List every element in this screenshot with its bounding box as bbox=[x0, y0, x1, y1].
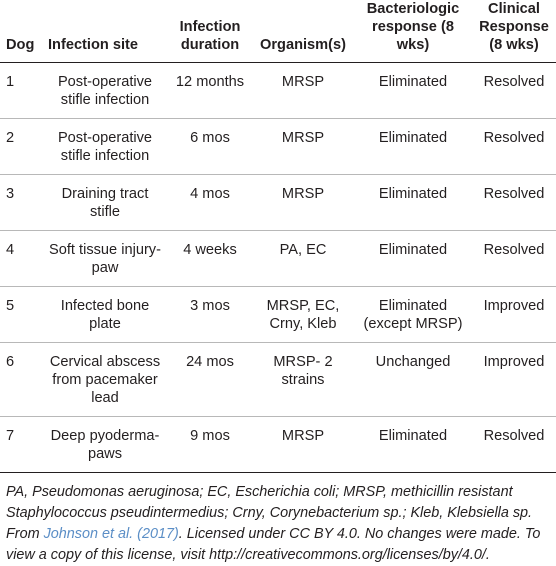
table-row bbox=[0, 231, 556, 287]
header-row bbox=[0, 0, 556, 63]
cell-infection-duration: 4 mos bbox=[168, 175, 252, 231]
cell-dog: 6 bbox=[0, 343, 42, 417]
footnote-source-prefix: From bbox=[6, 526, 44, 542]
cell-dog: 4 bbox=[0, 231, 42, 287]
table-row bbox=[0, 175, 556, 231]
cell-infection-site: Post-operative stifle infection bbox=[42, 63, 168, 119]
cell-bacteriologic-response: Eliminated bbox=[354, 417, 472, 473]
cell-bacteriologic-response: Eliminated bbox=[354, 119, 472, 175]
table-row bbox=[0, 119, 556, 175]
cell-dog: 1 bbox=[0, 63, 42, 119]
cell-infection-duration: 4 weeks bbox=[168, 231, 252, 287]
cell-clinical-response: Resolved bbox=[472, 63, 556, 119]
cell-clinical-response: Improved bbox=[472, 343, 556, 417]
header-bacteriologic-response: Bacteriologic response (8 wks) bbox=[366, 1, 460, 53]
cell-infection-site: Soft tissue injury-paw bbox=[42, 231, 168, 287]
header-dog: Dog bbox=[6, 37, 35, 53]
header-infection-site: Infection site bbox=[48, 37, 139, 53]
cell-organisms: PA, EC bbox=[252, 231, 354, 287]
cell-organisms: MRSP bbox=[252, 119, 354, 175]
table-row bbox=[0, 287, 556, 343]
header-clinical-response: Clinical Response (8 wks) bbox=[479, 1, 549, 53]
cell-organisms: MRSP bbox=[252, 417, 354, 473]
cell-dog: 2 bbox=[0, 119, 42, 175]
cell-organisms: MRSP bbox=[252, 175, 354, 231]
cell-clinical-response: Resolved bbox=[472, 119, 556, 175]
table-body bbox=[0, 63, 556, 473]
cell-bacteriologic-response: Unchanged bbox=[354, 343, 472, 417]
cell-infection-site: Cervical abscess from pacemaker lead bbox=[42, 343, 168, 417]
cell-bacteriologic-response: Eliminated bbox=[354, 63, 472, 119]
cell-infection-site: Deep pyoderma-paws bbox=[42, 417, 168, 473]
cell-organisms: MRSP bbox=[252, 63, 354, 119]
cell-dog: 7 bbox=[0, 417, 42, 473]
cell-dog: 5 bbox=[0, 287, 42, 343]
cell-organisms: MRSP, EC, Crny, Kleb bbox=[252, 287, 354, 343]
cell-bacteriologic-response: Eliminated bbox=[354, 231, 472, 287]
cell-infection-duration: 6 mos bbox=[168, 119, 252, 175]
cell-clinical-response: Resolved bbox=[472, 417, 556, 473]
footnote-source-link[interactable]: Johnson et al. (2017) bbox=[43, 526, 179, 542]
cell-infection-duration: 9 mos bbox=[168, 417, 252, 473]
cell-dog: 3 bbox=[0, 175, 42, 231]
footnote-abbreviations: PA, Pseudomonas aeruginosa; EC, Escherichia coli; MRSP, methicillin resistant Staphylococcus pseudintermedius; Crny, Corynebacterium sp.; Kleb, Klebsiella sp. bbox=[6, 484, 533, 521]
cell-clinical-response: Resolved bbox=[472, 231, 556, 287]
cell-infection-site: Infected bone plate bbox=[42, 287, 168, 343]
cell-infection-duration: 3 mos bbox=[168, 287, 252, 343]
cell-infection-site: Post-operative stifle infection bbox=[42, 119, 168, 175]
cell-bacteriologic-response: Eliminated bbox=[354, 175, 472, 231]
table-row bbox=[0, 417, 556, 473]
table-row bbox=[0, 63, 556, 119]
cell-bacteriologic-response: Eliminated (except MRSP) bbox=[354, 287, 472, 343]
table-row bbox=[0, 343, 556, 417]
header-organisms: Organism(s) bbox=[260, 37, 346, 53]
cell-infection-duration: 24 mos bbox=[168, 343, 252, 417]
header-infection-duration: Infection duration bbox=[179, 19, 241, 53]
table-footnote bbox=[0, 473, 556, 566]
table-header bbox=[0, 0, 556, 63]
cell-infection-duration: 12 months bbox=[168, 63, 252, 119]
cell-infection-site: Draining tract stifle bbox=[42, 175, 168, 231]
cell-clinical-response: Improved bbox=[472, 287, 556, 343]
cell-clinical-response: Resolved bbox=[472, 175, 556, 231]
footnote-license-text: . Licensed under CC BY 4.0. No changes were made. To view a copy of this license, visit http://creativecommons.org/licenses/by/4.0/. bbox=[6, 526, 541, 563]
cell-organisms: MRSP- 2 strains bbox=[252, 343, 354, 417]
